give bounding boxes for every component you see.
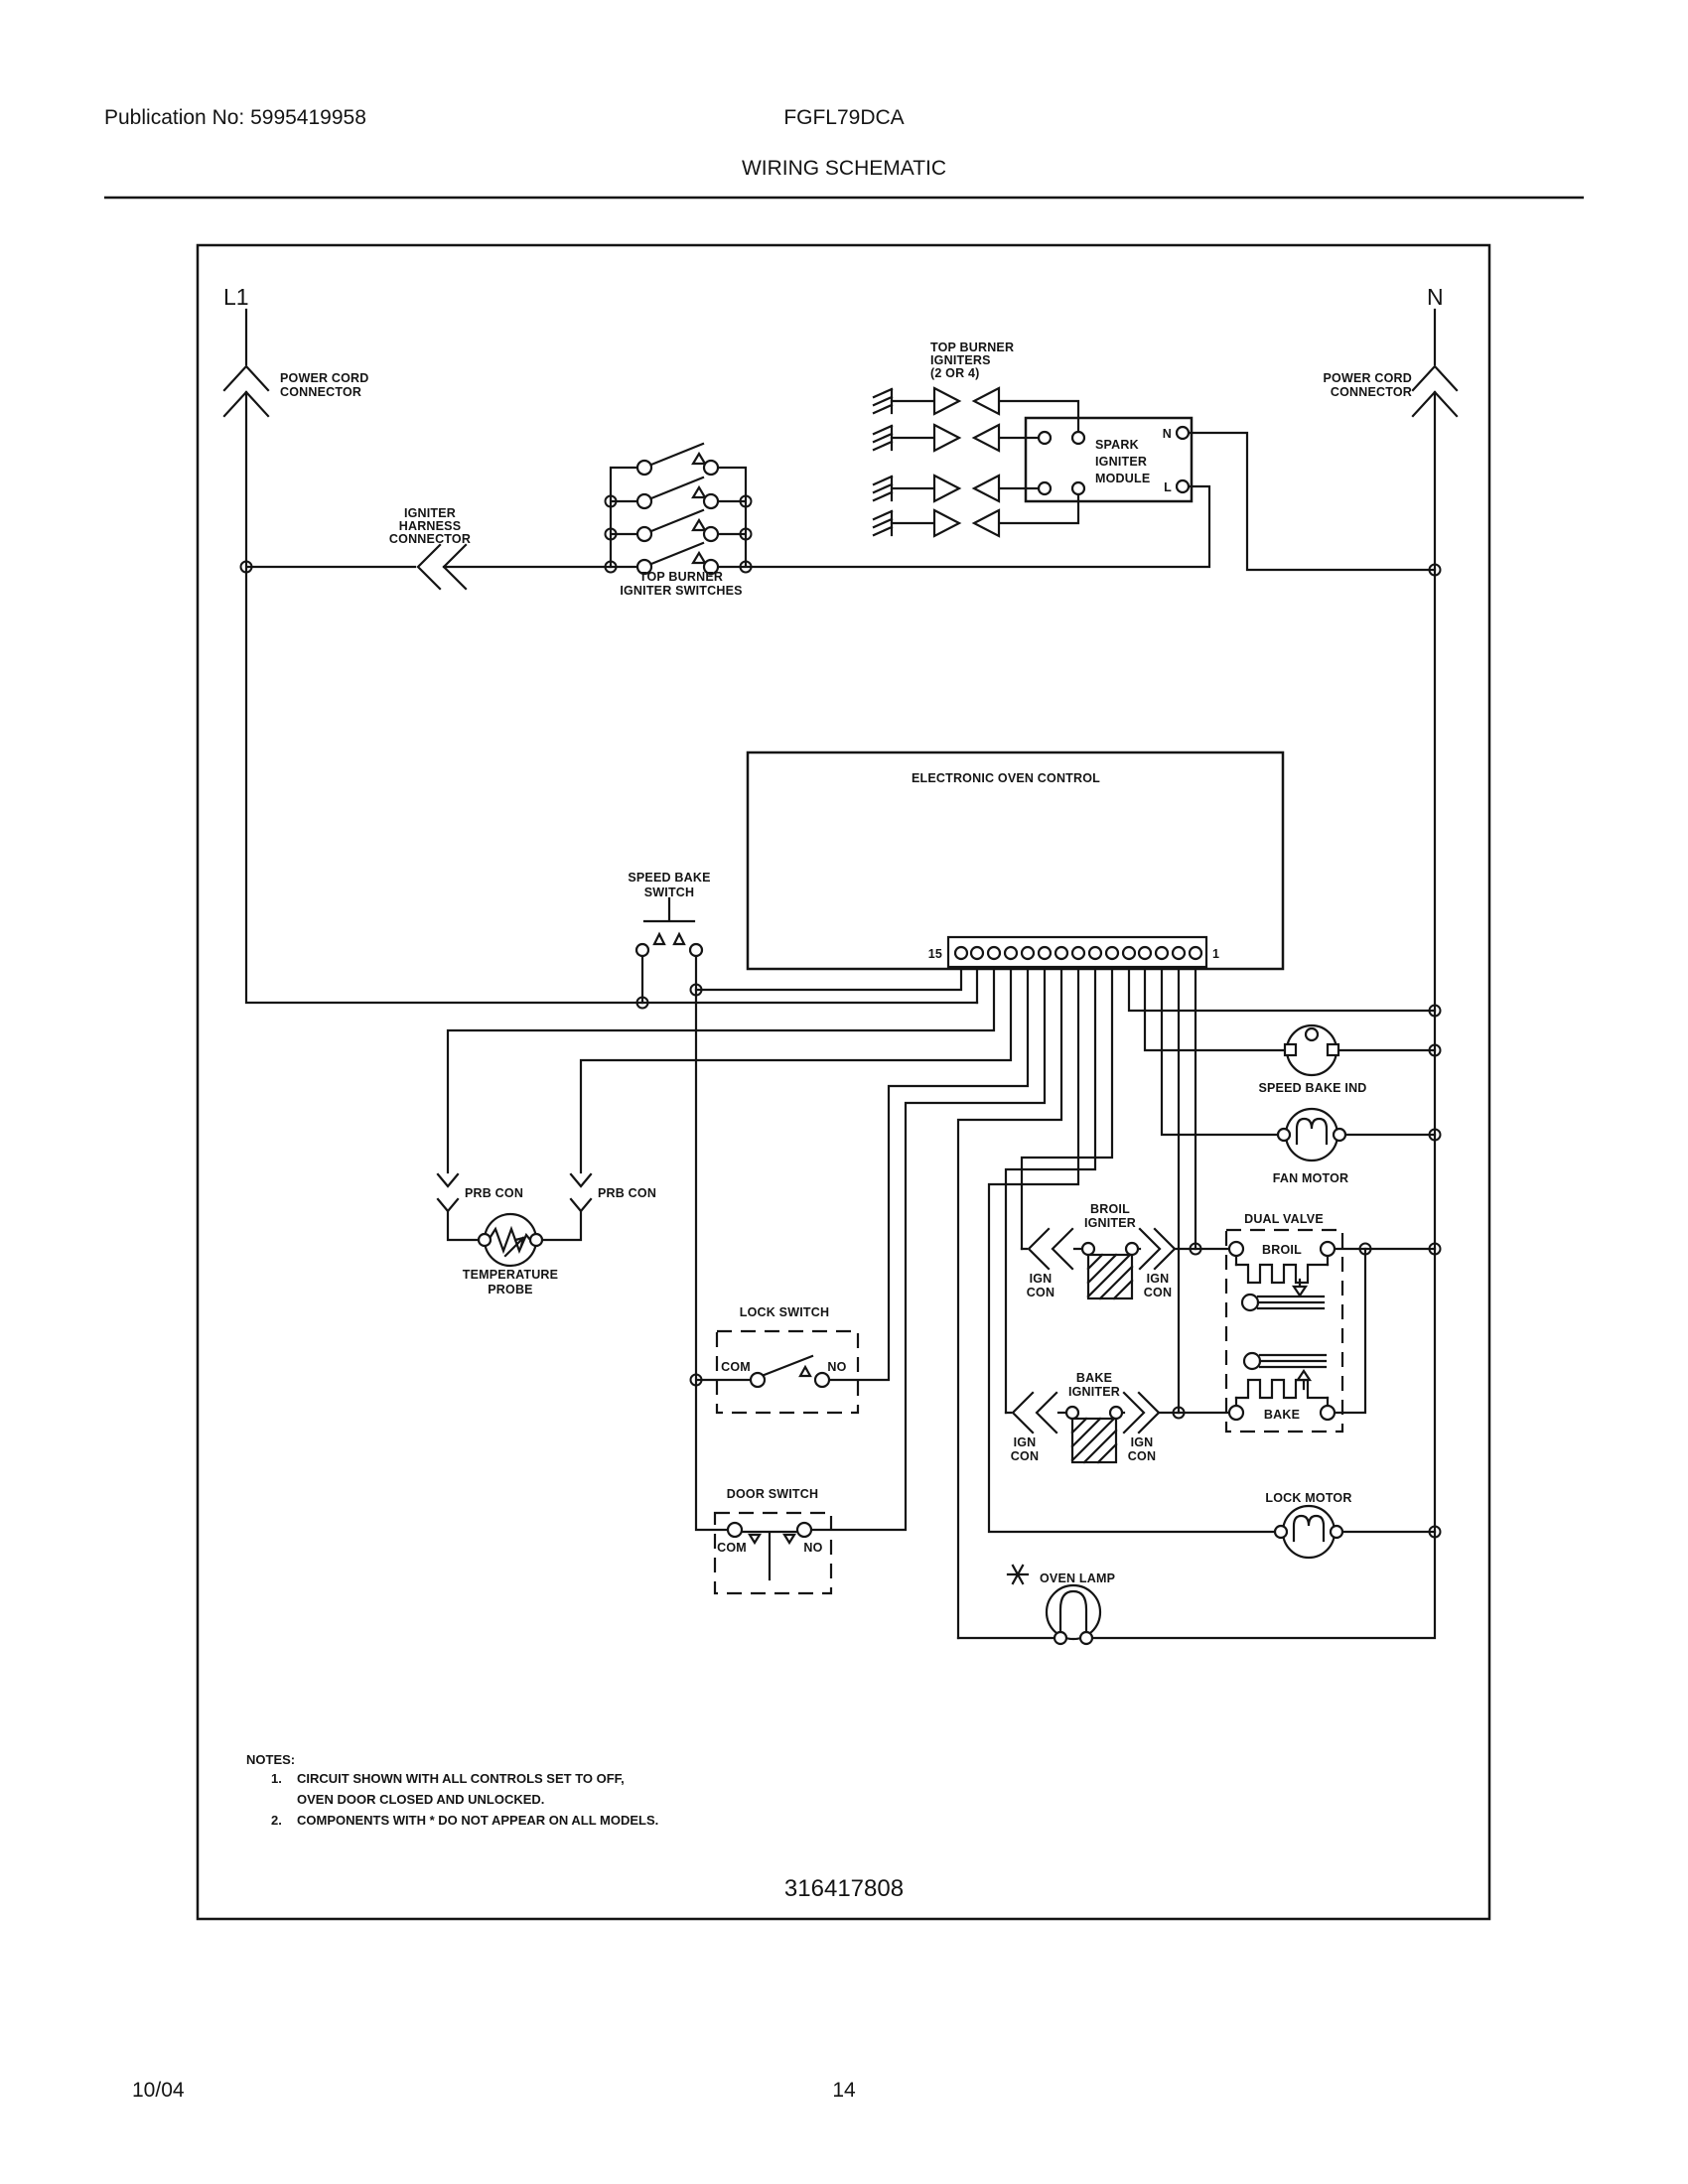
note-1-line-1: CIRCUIT SHOWN WITH ALL CONTROLS SET TO OFF, (297, 1771, 625, 1786)
speed-bake-indicator-symbol (1285, 1025, 1338, 1075)
ign-con-icons (1013, 1229, 1175, 1433)
label-door-switch: DOOR SWITCH (726, 1487, 819, 1501)
label-burner-switches-1: TOP BURNER (638, 570, 724, 584)
prb-con-icon-left (438, 1174, 458, 1211)
asterisk-icon (1008, 1566, 1028, 1583)
label-power-cord-right-1: POWER CORD (1323, 371, 1412, 385)
label-broil-igniter-2: IGNITER (1083, 1216, 1137, 1230)
temperature-probe-symbol (479, 1214, 542, 1266)
label-lock-com: COM (721, 1360, 751, 1374)
label-ign-con-bl2: CON (1026, 1286, 1055, 1299)
bake-igniter-symbol (1066, 1407, 1122, 1462)
label-speed-bake-switch-2: SWITCH (643, 886, 695, 899)
bake-solenoid-coil (1236, 1380, 1328, 1398)
broil-gas-outlet (1258, 1297, 1324, 1308)
page-title: WIRING SCHEMATIC (741, 157, 947, 180)
label-door-com: COM (717, 1541, 747, 1555)
label-igniter-harness-2: HARNESS (398, 519, 462, 533)
label-prb-con-right: PRB CON (598, 1186, 657, 1200)
label-ign-con-kl1: IGN (1013, 1435, 1037, 1449)
label-ign-con-kl2: CON (1010, 1449, 1040, 1463)
label-burner-igniters-3: (2 OR 4) (930, 366, 980, 380)
label-module-l: L (1164, 480, 1172, 494)
label-fan-motor: FAN MOTOR (1272, 1171, 1349, 1185)
terminal-strip-pins (955, 947, 1201, 959)
speed-bake-switch-symbol (636, 934, 702, 956)
label-bake-igniter-1: BAKE (1075, 1371, 1113, 1385)
note-2-line-1: COMPONENTS WITH * DO NOT APPEAR ON ALL MODELS. (297, 1813, 659, 1828)
fan-motor-symbol (1278, 1109, 1345, 1160)
label-igniter-harness-3: CONNECTOR (388, 532, 472, 546)
note-1-number: 1. (271, 1771, 282, 1786)
page-frame (104, 198, 1584, 1919)
prb-con-icon-right (571, 1174, 591, 1211)
labels (104, 106, 1444, 2102)
label-lock-no: NO (827, 1360, 847, 1374)
label-n: N (1427, 284, 1444, 310)
label-power-cord-right-2: CONNECTOR (1330, 385, 1412, 399)
label-terminal-15: 15 (927, 947, 942, 961)
model-number: FGFL79DCA (783, 106, 905, 129)
label-burner-switches-2: IGNITER SWITCHES (620, 584, 743, 598)
label-igniter-harness-1: IGNITER (403, 506, 457, 520)
label-l1: L1 (223, 284, 249, 310)
label-oven-lamp: OVEN LAMP (1040, 1571, 1116, 1585)
label-valve-broil: BROIL (1262, 1243, 1302, 1257)
label-temp-probe-1: TEMPERATURE (462, 1268, 559, 1282)
footer-page-number: 14 (832, 2079, 856, 2102)
label-ign-con-br1: IGN (1146, 1272, 1170, 1286)
notes-title: NOTES: (246, 1752, 296, 1767)
label-ign-con-kr2: CON (1127, 1449, 1157, 1463)
label-dual-valve: DUAL VALVE (1244, 1212, 1324, 1226)
label-spark-module-1: SPARK (1095, 438, 1139, 452)
label-spark-module-3: MODULE (1095, 472, 1151, 485)
footer-date: 10/04 (132, 2079, 185, 2102)
label-burner-igniters-1: TOP BURNER (930, 341, 1015, 354)
label-speed-bake-switch-1: SPEED BAKE (628, 871, 711, 885)
label-door-no: NO (803, 1541, 823, 1555)
label-bake-igniter-2: IGNITER (1067, 1385, 1121, 1399)
label-ign-con-kr1: IGN (1130, 1435, 1154, 1449)
label-spark-module-2: IGNITER (1095, 455, 1148, 469)
bake-gas-outlet (1260, 1355, 1326, 1367)
broil-valve-arrow (1294, 1287, 1306, 1296)
label-lock-motor: LOCK MOTOR (1265, 1491, 1352, 1505)
label-prb-con-left: PRB CON (465, 1186, 524, 1200)
label-ign-con-bl1: IGN (1029, 1272, 1053, 1286)
label-module-n: N (1162, 427, 1172, 441)
label-power-cord-left-2: CONNECTOR (280, 385, 362, 399)
label-lock-switch: LOCK SWITCH (739, 1305, 830, 1319)
broil-solenoid-coil (1236, 1265, 1328, 1283)
label-power-cord-left-1: POWER CORD (280, 371, 369, 385)
label-terminal-1: 1 (1212, 947, 1220, 961)
dual-valve-symbol (1226, 1230, 1342, 1432)
note-1-line-2: OVEN DOOR CLOSED AND UNLOCKED. (297, 1792, 545, 1807)
label-speed-bake-ind: SPEED BAKE IND (1258, 1081, 1367, 1095)
label-ign-con-br2: CON (1143, 1286, 1173, 1299)
label-broil-igniter-1: BROIL (1090, 1202, 1130, 1216)
label-eoc: ELECTRONIC OVEN CONTROL (911, 771, 1101, 785)
label-burner-igniters-2: IGNITERS (930, 353, 991, 367)
top-burner-igniters-symbols (874, 388, 999, 536)
publication-no: Publication No: 5995419958 (104, 106, 366, 129)
lock-motor-symbol (1275, 1506, 1342, 1558)
label-valve-bake: BAKE (1263, 1408, 1301, 1422)
broil-igniter-symbol (1082, 1243, 1138, 1298)
bake-valve-arrow (1298, 1371, 1310, 1380)
label-temp-probe-2: PROBE (488, 1283, 533, 1297)
note-2-number: 2. (271, 1813, 282, 1828)
schematic-part-number: 316417808 (783, 1875, 905, 1902)
top-burner-igniter-switches-symbols (637, 444, 718, 574)
